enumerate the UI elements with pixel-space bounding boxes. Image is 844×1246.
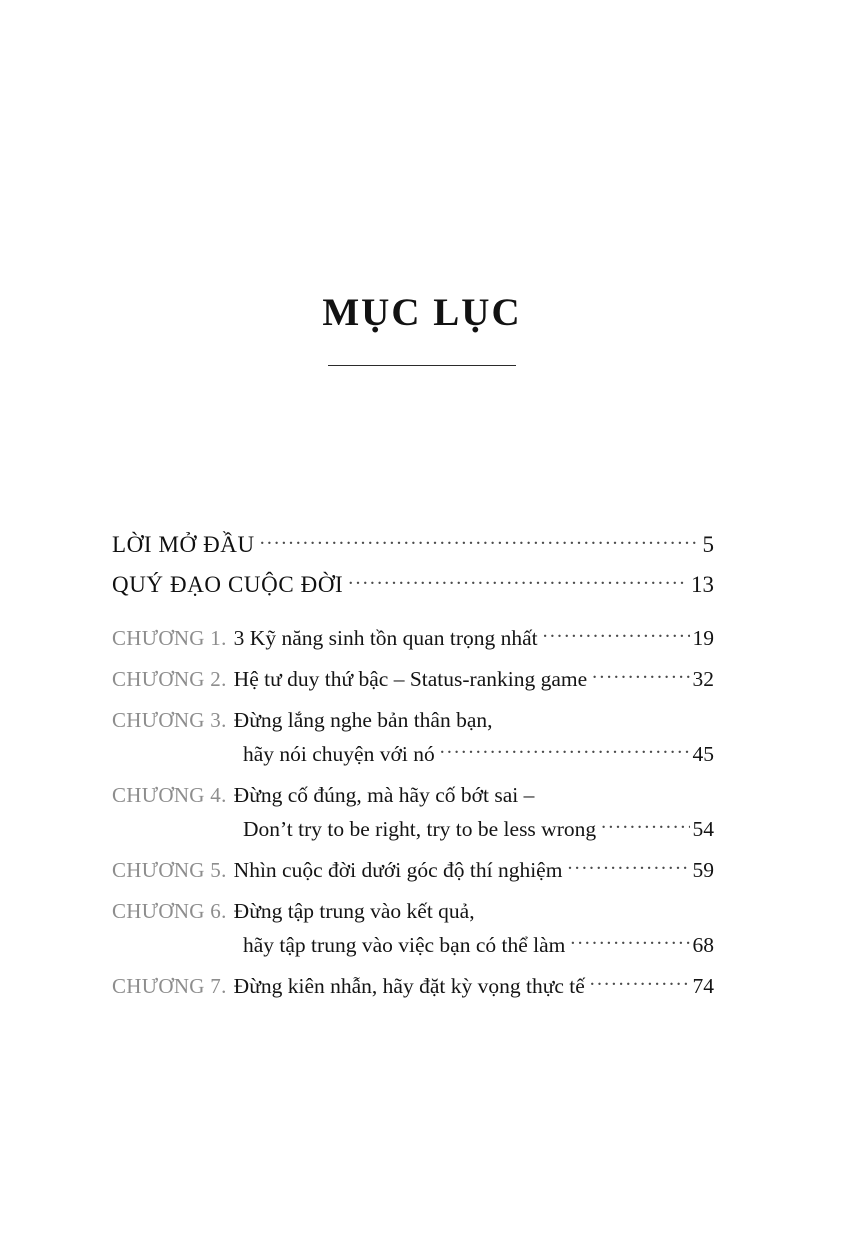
- toc-entry-front-2[interactable]: [112, 572, 714, 598]
- toc-entry-title: QUÝ ĐẠO CUỘC ĐỜI: [112, 572, 344, 597]
- toc-entry-line: [112, 667, 714, 692]
- chapter-label: CHƯƠNG 4.: [112, 783, 227, 807]
- toc-entry-title: Nhìn cuộc đời dưới góc độ thí nghiệm: [233, 858, 563, 882]
- toc-entry-page: 74: [692, 974, 714, 998]
- toc-entry-chapter-6[interactable]: [112, 899, 714, 958]
- toc-entry-line: [112, 783, 714, 808]
- toc-entry-page: 45: [692, 742, 714, 766]
- chapter-label: CHƯƠNG 1.: [112, 626, 227, 650]
- toc-entry-title-continued: Don’t try to be right, try to be less wrong: [243, 817, 597, 841]
- chapter-label: CHƯƠNG 3.: [112, 708, 227, 732]
- toc-entry-title-continued: hãy nói chuyện với nó: [243, 742, 435, 766]
- toc-entry-title-continued: hãy tập trung vào việc bạn có thể làm: [243, 933, 566, 957]
- toc-entry-title: LỜI MỞ ĐẦU: [112, 532, 255, 557]
- toc-entry-chapter-1[interactable]: [112, 626, 714, 651]
- toc-entry-list: [112, 532, 714, 1015]
- title-block: [0, 292, 844, 366]
- toc-entry-title: Đừng tập trung vào kết quả,: [233, 899, 475, 923]
- toc-entry-title: Đừng lắng nghe bản thân bạn,: [233, 708, 493, 732]
- leader-dots: [592, 670, 689, 686]
- toc-entry-line: [112, 974, 714, 999]
- leader-dots: [590, 977, 690, 993]
- toc-entry-line: [112, 532, 714, 558]
- toc-entry-chapter-2[interactable]: [112, 667, 714, 692]
- leader-dots: [348, 576, 688, 592]
- leader-dots: [543, 629, 690, 645]
- leader-dots: [601, 820, 689, 836]
- toc-entry-title: Hệ tư duy thứ bậc – Status-ranking game: [233, 667, 588, 691]
- toc-entry-line: [112, 572, 714, 598]
- toc-entry-page: 19: [692, 626, 714, 650]
- toc-entry-chapter-5[interactable]: [112, 858, 714, 883]
- toc-entry-chapter-3[interactable]: [112, 708, 714, 767]
- toc-entry-line: [112, 626, 714, 651]
- toc-entry-page: 32: [692, 667, 714, 691]
- toc-entry-chapter-4[interactable]: [112, 783, 714, 842]
- toc-entry-page: 5: [702, 532, 714, 557]
- leader-dots: [570, 936, 689, 952]
- toc-entry-page: 54: [692, 817, 714, 841]
- toc-entry-front-1[interactable]: [112, 532, 714, 558]
- title-divider: [328, 365, 516, 366]
- leader-dots: [567, 861, 689, 877]
- toc-entry-line: [112, 708, 714, 733]
- chapter-label: CHƯƠNG 7.: [112, 974, 227, 998]
- page-title: MỤC LỤC: [322, 291, 522, 334]
- toc-entry-page: 68: [692, 933, 714, 957]
- chapter-label: CHƯƠNG 2.: [112, 667, 227, 691]
- toc-entry-title: 3 Kỹ năng sinh tồn quan trọng nhất: [233, 626, 538, 650]
- toc-entry-page: 59: [692, 858, 714, 882]
- toc-entry-title: Đừng kiên nhẫn, hãy đặt kỳ vọng thực tế: [233, 974, 585, 998]
- leader-dots: [440, 745, 690, 761]
- chapter-label: CHƯƠNG 6.: [112, 899, 227, 923]
- toc-entry-title: Đừng cố đúng, mà hãy cố bớt sai –: [233, 783, 535, 807]
- toc-entry-page: 13: [691, 572, 714, 597]
- toc-entry-chapter-7[interactable]: [112, 974, 714, 999]
- toc-entry-line-continued: [112, 742, 714, 767]
- toc-entry-line-continued: [112, 933, 714, 958]
- toc-entry-line: [112, 899, 714, 924]
- chapter-label: CHƯƠNG 5.: [112, 858, 227, 882]
- toc-entry-line-continued: [112, 817, 714, 842]
- leader-dots: [260, 536, 700, 552]
- toc-entry-line: [112, 858, 714, 883]
